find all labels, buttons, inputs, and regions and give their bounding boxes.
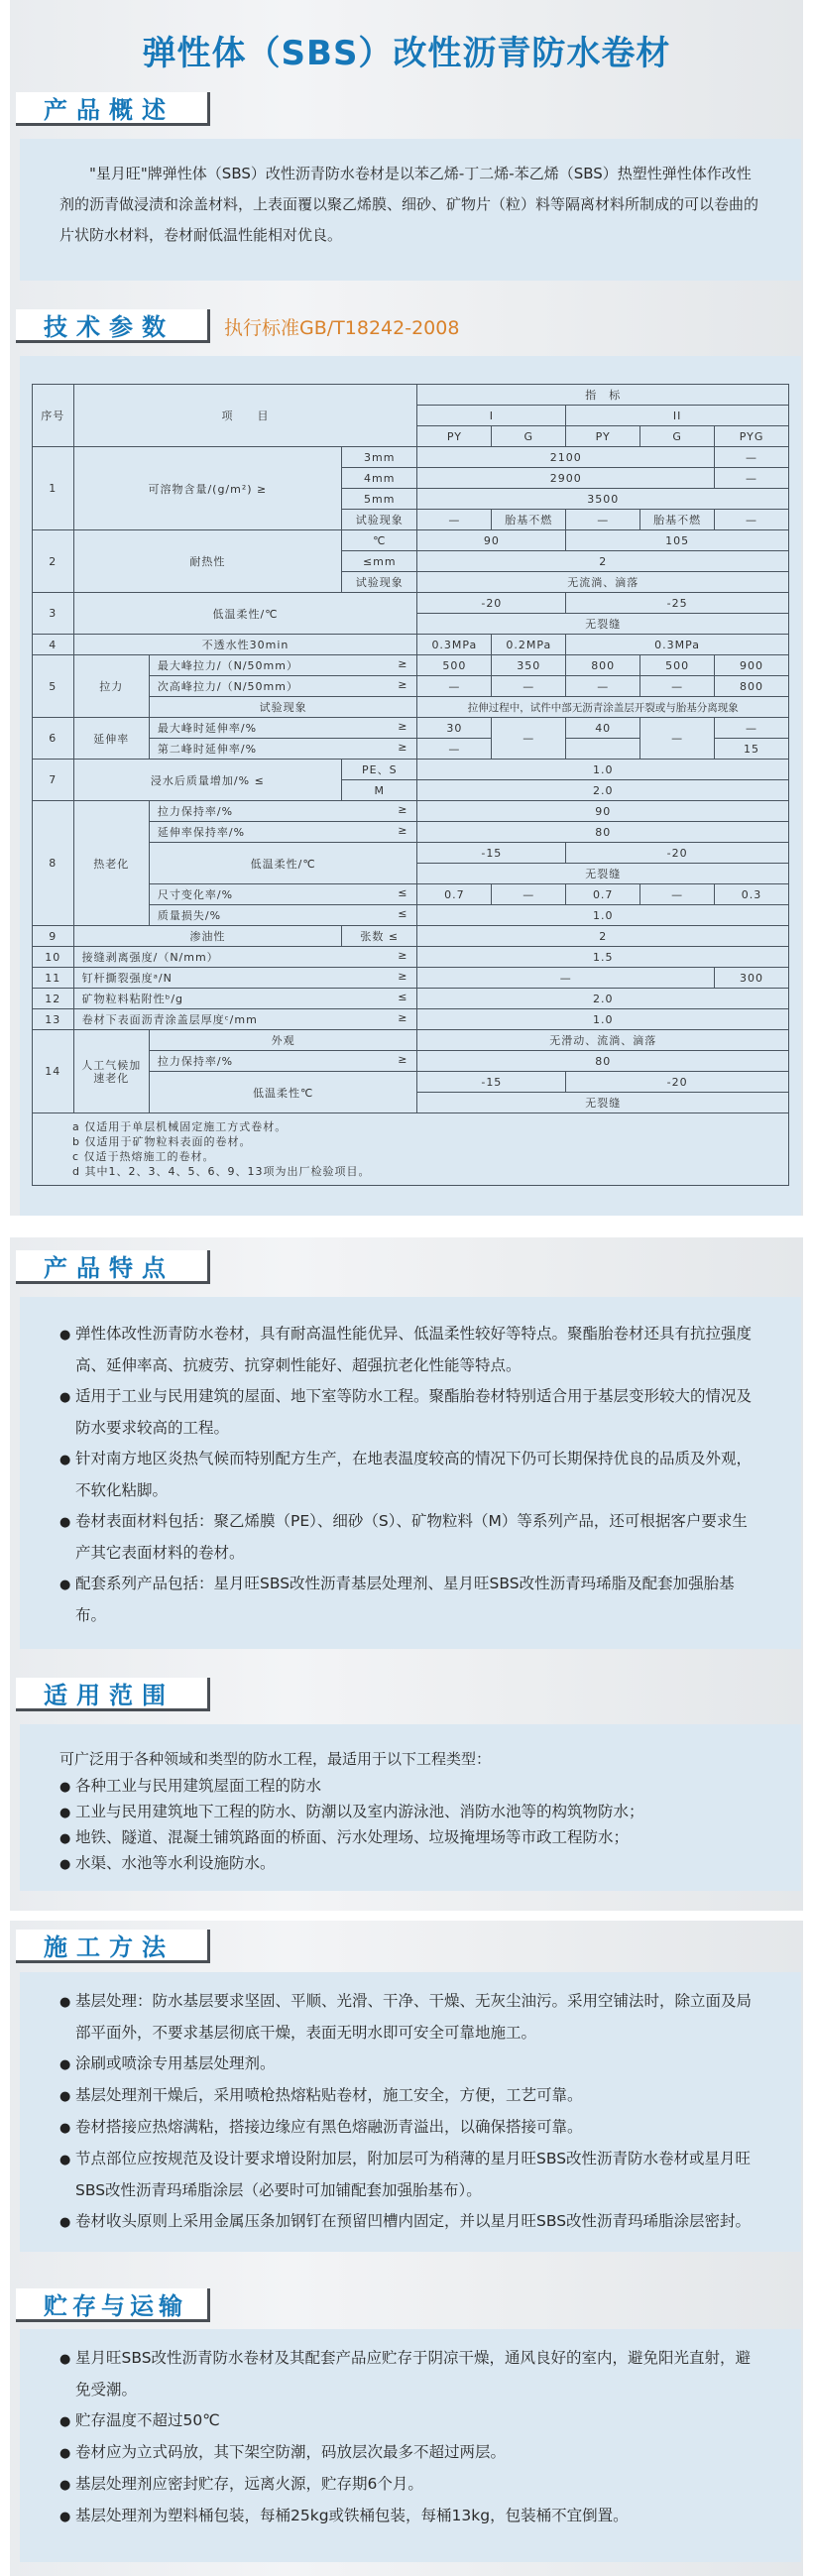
list-item-text: 配套系列产品包括：星月旺SBS改性沥青基层处理剂、星月旺SBS改性沥青玛琋脂及配套加强胎基布。 — [75, 1575, 735, 1624]
list-item-text: 卷材收头原则上采用金属压条加钢钉在预留凹槽内固定，并以星月旺SBS改性沥青玛琋脂涂层密封。 — [75, 2212, 752, 2230]
row-sub: 5mm — [342, 489, 417, 510]
ge-symbol: ≥ — [398, 949, 408, 962]
row-sub: 张数 ≤ — [342, 926, 417, 947]
cell-value: 90 — [417, 530, 566, 551]
row-label: 钉杆撕裂强度ᵃ/N — [81, 972, 173, 985]
list-item — [59, 2080, 761, 2112]
row-label: 拉力保持率/% — [157, 1055, 234, 1068]
bullet-icon: ● — [59, 2414, 71, 2429]
cell-value: 无裂缝 — [417, 864, 789, 884]
cell-value: 0.3MPa — [566, 635, 789, 655]
cell-value: 80 — [417, 822, 789, 843]
row-name — [149, 884, 417, 905]
table-row — [33, 947, 789, 968]
section-heading-construction: 施工方法 — [16, 1930, 210, 1963]
list-item — [59, 2144, 761, 2206]
cell-value: 2.0 — [417, 780, 789, 801]
cell-value: -20 — [417, 593, 566, 614]
section-heading-overview: 产品概述 — [16, 92, 210, 126]
scope-list — [59, 1774, 761, 1877]
le-symbol: ≤ — [398, 886, 408, 899]
row-seq: 2 — [33, 530, 74, 593]
bullet-icon: ● — [59, 2153, 71, 2167]
bullet-icon: ● — [59, 2089, 71, 2104]
row-sub: ℃ — [342, 530, 417, 551]
storage-section — [10, 2282, 803, 2576]
row-sub: M — [342, 780, 417, 801]
row-name — [73, 947, 417, 968]
features-section — [10, 1237, 803, 1665]
row-seq: 12 — [33, 989, 74, 1009]
cell-value: — — [417, 968, 715, 989]
row-name — [73, 1009, 417, 1030]
bullet-icon: ● — [59, 1831, 71, 1846]
list-item — [59, 2437, 761, 2469]
cell-value: 1.0 — [417, 760, 789, 780]
ge-symbol: ≥ — [398, 741, 408, 754]
ge-symbol: ≥ — [398, 657, 408, 670]
table-header-row — [33, 385, 789, 406]
bullet-icon: ● — [59, 1806, 71, 1820]
note-item: c 仅适于热熔施工的卷材。 — [72, 1150, 215, 1163]
list-item — [59, 2469, 761, 2501]
row-name: 浸水后质量增加/% ≤ — [73, 760, 342, 801]
table-row — [33, 989, 789, 1009]
bullet-icon: ● — [59, 1515, 71, 1530]
row-sub: 试验现象 — [342, 510, 417, 530]
cell-value: 800 — [566, 655, 640, 676]
header-grade-1: I — [417, 406, 566, 426]
bullet-icon: ● — [59, 2446, 71, 2461]
cell-value: 300 — [715, 968, 789, 989]
cell-value: — — [492, 718, 566, 760]
row-name: 不透水性30min — [73, 635, 417, 655]
list-item — [59, 1986, 761, 2049]
table-row — [33, 655, 789, 676]
row-name — [149, 905, 417, 926]
row-name: 可溶物含量/(g/m²) ≥ — [73, 447, 342, 530]
cell-value: -20 — [566, 1072, 789, 1093]
list-item — [59, 2501, 761, 2532]
cell-value: -15 — [417, 1072, 566, 1093]
list-item — [59, 1825, 761, 1851]
construction-list — [59, 1986, 761, 2238]
list-item — [59, 1851, 761, 1877]
list-item-text: 针对南方地区炎热气候而特别配方生产，在地表温度较高的情况下仍可长期保持优良的品质及外观，不软化粘脚。 — [75, 1450, 753, 1499]
table-row — [33, 760, 789, 780]
list-item-text: 卷材应为立式码放，其下架空防潮，码放层次最多不超过两层。 — [75, 2443, 507, 2461]
cell-value: — — [566, 676, 640, 697]
list-item — [59, 2405, 761, 2437]
row-name: 低温柔性℃ — [149, 1072, 417, 1113]
row-label: 最大峰拉力/（N/50mm） — [157, 659, 298, 672]
header-col: PYG — [715, 426, 789, 447]
row-name: 低温柔性/℃ — [73, 593, 417, 635]
cell-value: 拉伸过程中，试件中部无沥青涂盖层开裂或与胎基分离现象 — [417, 697, 789, 718]
bullet-icon: ● — [59, 2121, 71, 2136]
cell-value: 350 — [492, 655, 566, 676]
tech-section — [10, 296, 803, 1216]
table-notes-row — [33, 1113, 789, 1186]
cell-value: 1.0 — [417, 1009, 789, 1030]
cell-value: 105 — [566, 530, 789, 551]
cell-value: 无流淌、滴落 — [417, 572, 789, 593]
cell-value: 无裂缝 — [417, 614, 789, 635]
bullet-icon: ● — [59, 2057, 71, 2072]
cell-value: 胎基不燃 — [492, 510, 566, 530]
bullet-icon: ● — [59, 1453, 71, 1467]
table-notes — [33, 1113, 789, 1186]
overview-text: "星月旺"牌弹性体（SBS）改性沥青防水卷材是以苯乙烯-丁二烯-苯乙烯（SBS）热塑性弹性体作改性剂的沥青做浸渍和涂盖材料，上表面覆以聚乙烯膜、细砂、矿物片（粒）料等隔离材料所制成的可以卷曲的片状防水材料，卷材耐低温性能相对优良。 — [59, 165, 759, 244]
cell-value: — — [492, 676, 566, 697]
construction-section — [10, 1921, 803, 2282]
cell-value: — — [640, 884, 715, 905]
cell-value: 无裂缝 — [417, 1093, 789, 1113]
table-row — [33, 530, 789, 551]
cell-value: 0.3 — [715, 884, 789, 905]
cell-value: — — [715, 468, 789, 489]
row-name: 渗油性 — [73, 926, 342, 947]
row-group: 拉力 — [73, 655, 149, 718]
list-item-text: 基层处理剂为塑料桶包装，每桶25kg或铁桶包装，每桶13kg，包装桶不宜倒置。 — [75, 2507, 629, 2524]
cell-value: 2 — [417, 551, 789, 572]
table-row — [33, 1030, 789, 1051]
bullet-icon: ● — [59, 1857, 71, 1872]
header-item: 项 目 — [73, 385, 417, 447]
cell-value: 500 — [640, 655, 715, 676]
row-sub: 试验现象 — [342, 572, 417, 593]
cell-value: — — [492, 884, 566, 905]
bullet-icon: ● — [59, 1995, 71, 2010]
list-item-text: 弹性体改性沥青防水卷材，具有耐高温性能优异、低温柔性较好等特点。聚酯胎卷材还具有抗拉强度高、延伸率高、抗疲劳、抗穿刺性能好、超强抗老化性能等特点。 — [75, 1325, 753, 1374]
standard-label: 执行标准GB/T18242-2008 — [224, 316, 460, 339]
table-row — [33, 968, 789, 989]
cell-value: 15 — [715, 739, 789, 760]
spec-table-panel — [20, 356, 801, 1216]
row-sub: 3mm — [342, 447, 417, 468]
scope-lead: 可广泛用于各种领域和类型的防水工程，最适用于以下工程类型： — [59, 1750, 492, 1768]
cell-value: — — [417, 676, 492, 697]
cell-value: 胎基不燃 — [640, 510, 715, 530]
bullet-icon: ● — [59, 1780, 71, 1795]
bullet-icon: ● — [59, 2510, 71, 2524]
storage-list — [59, 2343, 761, 2532]
list-item — [59, 1774, 761, 1800]
row-label: 接缝剥离强度/（N/mm） — [81, 951, 219, 964]
cell-value: 1.0 — [417, 905, 789, 926]
cell-value: -25 — [566, 593, 789, 614]
cell-value: — — [566, 510, 640, 530]
row-label: 第二峰时延伸率/% — [157, 743, 258, 756]
list-item-text: 适用于工业与民用建筑的屋面、地下室等防水工程。聚酯胎卷材特别适合用于基层变形较大的情况及防水要求较高的工程。 — [75, 1387, 753, 1437]
le-symbol: ≤ — [398, 991, 408, 1003]
row-name: 试验现象 — [149, 697, 417, 718]
cell-value: 80 — [417, 1051, 789, 1072]
cell-value: — — [715, 510, 789, 530]
cell-value: 2 — [417, 926, 789, 947]
ge-symbol: ≥ — [398, 678, 408, 691]
row-label: 最大峰时延伸率/% — [157, 722, 258, 735]
row-seq: 10 — [33, 947, 74, 968]
row-name: 外观 — [149, 1030, 417, 1051]
header-col: G — [492, 426, 566, 447]
row-name — [149, 801, 417, 822]
bullet-icon: ● — [59, 2215, 71, 2230]
row-label: 尺寸变化率/% — [157, 888, 234, 901]
table-row — [33, 593, 789, 614]
list-item — [59, 2049, 761, 2080]
table-row — [33, 801, 789, 822]
row-seq: 14 — [33, 1030, 74, 1113]
row-seq: 4 — [33, 635, 74, 655]
header-col: PY — [417, 426, 492, 447]
row-seq: 5 — [33, 655, 74, 718]
list-item-text: 节点部位应按规范及设计要求增设附加层，附加层可为稍薄的星月旺SBS改性沥青防水卷材或星月旺SBS改性沥青玛琋脂涂层（必要时可加铺配套加强胎基布）。 — [75, 2150, 752, 2199]
ge-symbol: ≥ — [398, 720, 408, 733]
row-group: 延伸率 — [73, 718, 149, 760]
list-item — [59, 2112, 761, 2144]
list-item-text: 卷材表面材料包括：聚乙烯膜（PE）、细砂（S）、矿物粒料（M）等系列产品，还可根据客户要求生产其它表面材料的卷材。 — [75, 1512, 748, 1562]
cell-value: 1.5 — [417, 947, 789, 968]
header-seq: 序号 — [33, 385, 74, 447]
overview-section — [10, 79, 803, 296]
cell-value: -15 — [417, 843, 566, 864]
row-group: 热老化 — [73, 801, 149, 926]
row-label: 矿物粒料粘附性ᵇ/g — [81, 993, 184, 1005]
cell-value: — — [715, 718, 789, 739]
cell-value: — — [715, 447, 789, 468]
row-name — [149, 718, 417, 739]
table-row — [33, 718, 789, 739]
table-row — [33, 635, 789, 655]
cell-value: 900 — [715, 655, 789, 676]
table-row — [33, 926, 789, 947]
list-item-text: 各种工业与民用建筑屋面工程的防水 — [75, 1777, 322, 1795]
cell-value: -20 — [566, 843, 789, 864]
cell-value: 2.0 — [417, 989, 789, 1009]
list-item — [59, 2343, 761, 2405]
section-heading-tech: 技术参数 — [16, 309, 210, 343]
ge-symbol: ≥ — [398, 824, 408, 837]
note-item: a 仅适用于单层机械固定施工方式卷材。 — [72, 1120, 288, 1133]
row-seq: 8 — [33, 801, 74, 926]
cell-value: 500 — [417, 655, 492, 676]
note-item: b 仅适用于矿物粒料表面的卷材。 — [72, 1135, 252, 1148]
row-name — [149, 676, 417, 697]
list-item — [59, 1506, 761, 1569]
header-grade-2: II — [566, 406, 789, 426]
list-item — [59, 1569, 761, 1631]
cell-value: 0.7 — [566, 884, 640, 905]
row-seq: 9 — [33, 926, 74, 947]
list-item — [59, 1800, 761, 1825]
title-banner — [10, 0, 803, 79]
list-item-text: 涂刷或喷涂专用基层处理剂。 — [75, 2054, 276, 2072]
cell-value: 40 — [566, 718, 640, 739]
header-col: PY — [566, 426, 640, 447]
row-name: 耐热性 — [73, 530, 342, 593]
section-heading-scope: 适用范围 — [16, 1678, 210, 1711]
bullet-icon: ● — [59, 1390, 71, 1405]
section-heading-storage: 贮存与运输 — [16, 2288, 210, 2322]
cell-value — [566, 739, 640, 760]
row-group: 人工气候加速老化 — [73, 1030, 149, 1113]
cell-value: 3500 — [417, 489, 789, 510]
row-seq: 3 — [33, 593, 74, 635]
list-item-text: 基层处理剂干燥后，采用喷枪热熔粘贴卷材，施工安全，方便，工艺可靠。 — [75, 2086, 583, 2104]
row-name — [149, 655, 417, 676]
page-title: 弹性体（SBS）改性沥青防水卷材 — [142, 34, 671, 73]
bullet-icon: ● — [59, 2478, 71, 2493]
cell-value: 30 — [417, 718, 492, 739]
row-name — [73, 989, 417, 1009]
row-seq: 11 — [33, 968, 74, 989]
list-item — [59, 1319, 761, 1381]
list-item-text: 工业与民用建筑地下工程的防水、防潮以及室内游泳池、消防水池等的构筑物防水； — [75, 1803, 644, 1820]
row-label: 拉力保持率/% — [157, 805, 234, 818]
cell-value: 800 — [715, 676, 789, 697]
cell-value: 无滑动、流淌、滴落 — [417, 1030, 789, 1051]
row-name — [149, 1051, 417, 1072]
bullet-icon: ● — [59, 1328, 71, 1343]
row-label: 卷材下表面沥青涂盖层厚度ᶜ/mm — [81, 1013, 258, 1026]
row-name — [73, 968, 417, 989]
spec-table — [32, 384, 789, 1186]
row-sub: PE、S — [342, 760, 417, 780]
cell-value: 0.7 — [417, 884, 492, 905]
le-symbol: ≤ — [398, 907, 408, 920]
row-seq: 13 — [33, 1009, 74, 1030]
row-sub: ≤mm — [342, 551, 417, 572]
table-row — [33, 447, 789, 468]
bullet-icon: ● — [59, 1578, 71, 1592]
row-label: 延伸率保持率/% — [157, 826, 246, 839]
list-item-text: 星月旺SBS改性沥青防水卷材及其配套产品应贮存于阴凉干燥，通风良好的室内，避免阳光直射，避免受潮。 — [75, 2349, 752, 2399]
row-sub: 4mm — [342, 468, 417, 489]
cell-value: — — [640, 718, 715, 760]
row-name — [149, 822, 417, 843]
row-seq: 7 — [33, 760, 74, 801]
row-label: 次高峰拉力/（N/50mm） — [157, 680, 298, 693]
list-item — [59, 1381, 761, 1444]
cell-value: 0.3MPa — [417, 635, 492, 655]
list-item-text: 卷材搭接应热熔满粘，搭接边缘应有黑色熔融沥青溢出，以确保搭接可靠。 — [75, 2118, 583, 2136]
list-item — [59, 2206, 761, 2238]
row-name — [149, 739, 417, 760]
bullet-icon: ● — [59, 2352, 71, 2367]
table-row — [33, 1009, 789, 1030]
row-seq: 1 — [33, 447, 74, 530]
features-list — [59, 1319, 761, 1631]
list-item-text: 基层处理剂应密封贮存，远离火源，贮存期6个月。 — [75, 2475, 423, 2493]
cell-value: — — [417, 510, 492, 530]
note-item: d 其中1、2、3、4、5、6、9、13项为出厂检验项目。 — [72, 1165, 371, 1178]
ge-symbol: ≥ — [398, 970, 408, 983]
cell-value: 2100 — [417, 447, 715, 468]
header-col: G — [640, 426, 715, 447]
ge-symbol: ≥ — [398, 803, 408, 816]
list-item-text: 地铁、隧道、混凝土铺筑路面的桥面、污水处理场、垃圾掩埋场等市政工程防水； — [75, 1828, 630, 1846]
list-item-text: 水渠、水池等水利设施防水。 — [75, 1854, 276, 1872]
cell-value: 0.2MPa — [492, 635, 566, 655]
section-heading-features: 产品特点 — [16, 1250, 210, 1284]
row-seq: 6 — [33, 718, 74, 760]
cell-value: 90 — [417, 801, 789, 822]
scope-section — [10, 1665, 803, 1911]
row-name: 低温柔性/℃ — [149, 843, 417, 884]
ge-symbol: ≥ — [398, 1011, 408, 1024]
row-label: 质量损失/% — [157, 909, 222, 922]
list-item-text: 基层处理：防水基层要求坚固、平顺、光滑、干净、干燥、无灰尘油污。采用空铺法时，除立面及局部平面外，不要求基层彻底干燥，表面无明水即可安全可靠地施工。 — [75, 1992, 753, 2042]
ge-symbol: ≥ — [398, 1053, 408, 1066]
cell-value: 2900 — [417, 468, 715, 489]
cell-value: — — [640, 676, 715, 697]
cell-value: — — [417, 739, 492, 760]
list-item — [59, 1444, 761, 1506]
list-item-text: 贮存温度不超过50℃ — [75, 2411, 220, 2429]
header-index: 指 标 — [417, 385, 789, 406]
